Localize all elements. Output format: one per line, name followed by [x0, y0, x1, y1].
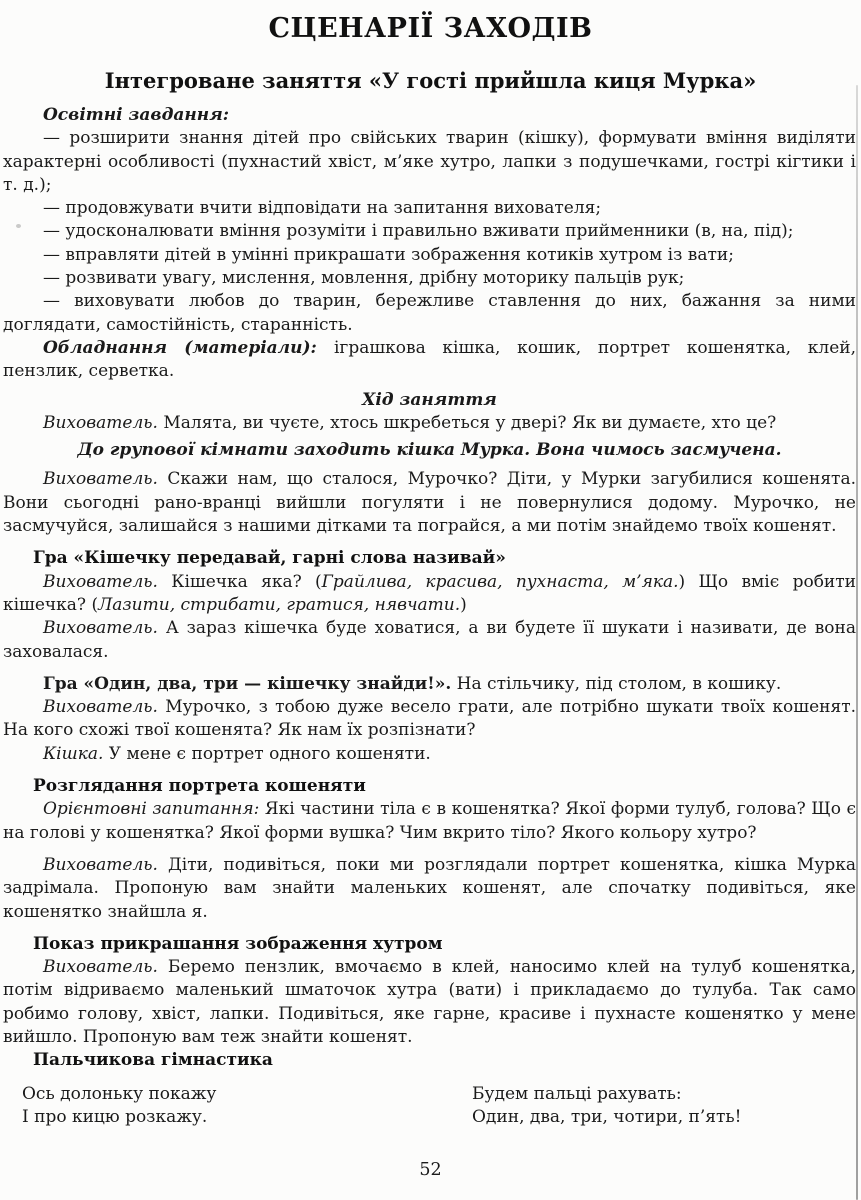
section-heading	[3, 775, 856, 798]
paragraph	[3, 956, 856, 1049]
paragraph	[3, 244, 856, 267]
text-segment: Вихователь.	[43, 412, 158, 433]
text-segment: До групової кімнати заходить кішка Мурка. Вона чимось засмучена.	[77, 440, 782, 461]
text-segment: Показ прикрашання зображення хутром	[33, 933, 443, 954]
text-segment: Беремо пензлик, вмочаємо в клей, наносимо клей на тулуб кошенятка, потім відриваємо маленький шматочок хутра (вати) і прикладаємо до тулуба. Так само робимо голову, хвіст, лапки. Подивіться, яке гарне, красиве і пухнасте кошенятко у мене вийшло. Пропоную вам теж знайти кошенят.	[3, 957, 856, 1047]
text-segment: Вихователь.	[43, 957, 158, 978]
verse-columns	[0, 1083, 861, 1129]
text-segment: — розвивати увагу, мислення, мовлення, дрібну моторику пальців рук;	[43, 268, 685, 289]
paragraph	[3, 220, 856, 243]
section-heading	[3, 547, 856, 570]
text-segment: )	[460, 594, 467, 615]
text-segment: Грайлива, красива, пухнаста, м’яка.	[321, 571, 679, 592]
document-body	[0, 104, 861, 1073]
paragraph	[3, 290, 856, 337]
text-segment: У мене є портрет одного кошеняти.	[103, 743, 431, 764]
section-heading	[3, 1049, 856, 1072]
section-heading	[3, 933, 856, 956]
text-segment: Кішечка яка? (	[157, 571, 322, 592]
verse-line: І про кицю розкажу.	[22, 1106, 208, 1127]
text-segment: — розширити знання дітей про свійських тварин (кішку), формувати вміння виділяти характерні особливості (пухнастий хвіст, м’яке хутро, лапки з подушечками, гострі кігтики і т. д.);	[3, 128, 856, 195]
text-segment: Розглядання портрета кошеняти	[33, 776, 366, 797]
text-segment: іграшкова кішка, кошик, портрет кошенятка, клей, пензлик, серветка.	[3, 337, 856, 382]
text-segment: Обладнання (матеріали):	[43, 337, 334, 358]
text-segment: Малята, ви чуєте, хтось шкребеться у двері? Як ви думаєте, хто це?	[157, 412, 777, 433]
paragraph	[3, 267, 856, 290]
stage-direction	[3, 439, 856, 462]
page-title: СЦЕНАРІЇ ЗАХОДІВ	[268, 13, 593, 44]
margin-speck	[16, 224, 21, 228]
text-segment: На стільчику, під столом, в кошику.	[451, 673, 782, 694]
paragraph	[3, 571, 856, 618]
paragraph	[3, 854, 856, 924]
text-segment: — виховувати любов до тварин, бережливе ставлення до них, бажання за ними доглядати, самостійність, старанність.	[3, 291, 856, 335]
text-segment: Лазити, стрибати, гратися, нявчати.	[98, 594, 461, 615]
center-heading	[3, 389, 856, 412]
text-segment: Діти, подивіться, поки ми розглядали портрет кошенятка, кішка Мурка задрімала. Пропоную вам знайти маленьких кошенят, але спочатку подивіться, яке кошенятко знайшла я.	[3, 854, 856, 922]
paragraph	[3, 337, 856, 384]
text-segment: — продовжувати вчити відповідати на запитання вихователя;	[43, 198, 602, 219]
text-segment: Гра «Один, два, три — кішечку знайди!».	[43, 673, 452, 694]
paragraph	[3, 468, 856, 538]
verse-left-column	[22, 1083, 472, 1129]
paragraph	[3, 798, 856, 845]
paragraph	[3, 412, 856, 435]
lesson-title: Інтегроване заняття «У гості прийшла киця Мурка»	[104, 68, 757, 93]
text-segment: Гра «Кішечку передавай, гарні слова називай»	[33, 548, 506, 569]
text-segment: Освітні завдання:	[43, 105, 229, 125]
paragraph	[3, 673, 856, 696]
text-segment: Мурочко, з тобою дуже весело грати, але потрібно шукати твоїх кошенят. На кого схожі твої кошенята? Як нам їх розпізнати?	[3, 697, 856, 741]
text-segment: Вихователь.	[43, 469, 158, 490]
verse-line: Один, два, три, чотири, п’ять!	[472, 1106, 742, 1127]
paragraph	[3, 743, 856, 766]
paragraph	[3, 127, 856, 197]
text-segment: — вправляти дітей в умінні прикрашати зображення котиків хутром із вати;	[43, 244, 734, 265]
text-segment: Вихователь.	[43, 618, 158, 639]
verse-right-column	[472, 1083, 741, 1129]
verse-line: Ось долоньку покажу	[22, 1083, 217, 1104]
text-segment: Пальчикова гімнастика	[33, 1050, 273, 1071]
text-segment: — удосконалювати вміння розуміти і правильно вживати прийменники (в, на, під);	[43, 221, 794, 242]
text-segment: Хід заняття	[362, 389, 497, 410]
text-segment: Вихователь.	[43, 571, 158, 592]
page-number: 52	[419, 1160, 442, 1180]
scan-edge-line	[856, 85, 858, 1200]
paragraph	[3, 104, 856, 127]
text-segment: А зараз кішечка буде ховатися, а ви будете її шукати і називати, де вона заховалася.	[3, 618, 856, 662]
text-segment: Кішка.	[43, 743, 104, 764]
text-segment: Скажи нам, що сталося, Мурочко? Діти, у Мурки загубилися кошенята. Вони сьогодні рано-вранці вийшли погуляти і не повернулися додому. Мурочко, не засмучуйся, залишайся з нашими дітками та пограйся, а ми потім знайдемо твоїх кошенят.	[3, 469, 856, 537]
text-segment: Вихователь.	[43, 697, 158, 718]
paragraph	[3, 197, 856, 220]
verse-line: Будем пальці рахувать:	[472, 1083, 682, 1104]
text-segment: Вихователь.	[43, 854, 158, 875]
text-segment: ) Що вміє робити кішечка? (	[3, 571, 856, 615]
paragraph	[3, 696, 856, 743]
paragraph	[3, 617, 856, 664]
text-segment: Які частини тіла є в кошенятка? Якої форми тулуб, голова? Що є на голові у кошенятка? Якої форми вушка? Чим вкрито тіло? Якого кольору хутро?	[3, 799, 857, 843]
text-segment: Орієнтовні запитання:	[43, 799, 260, 820]
